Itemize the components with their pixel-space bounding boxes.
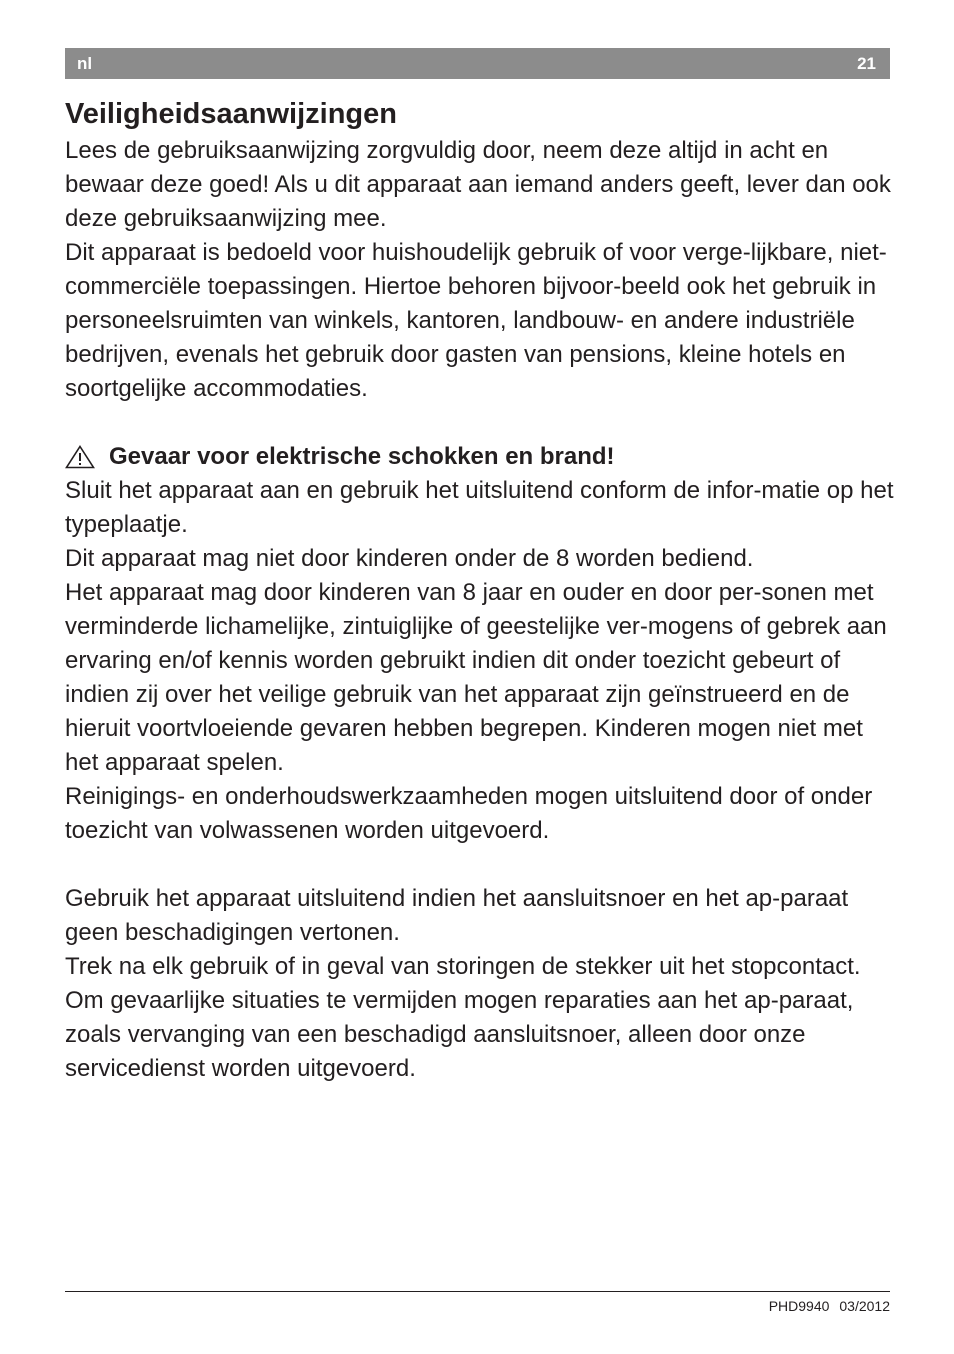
- section-title: Veiligheidsaanwijzingen: [65, 98, 397, 130]
- edition-date: 03/2012: [839, 1298, 890, 1314]
- main-content: [65, 96, 895, 1086]
- spacer: [65, 406, 895, 440]
- usage-paragraph: Om gevaarlijke situaties te vermijden mogen reparaties aan het ap-paraat, zoals vervanging van een beschadigd aansluitsnoer, alleen door onze servicedienst worden uitgevoerd.: [65, 987, 854, 1082]
- footer: [769, 1298, 890, 1314]
- intro-paragraph: Dit apparaat is bedoeld voor huishoudelijk gebruik of voor verge-lijkbare, niet-commerciële toepassingen. Hiertoe behoren bijvoor-beeld ook het gebruik in personeelsruimten van winkels, kantoren, landbouw- en andere industriële bedrijven, evenals het gebruik door gasten van pensions, kleine hotels en soortgelijke accommodaties.: [65, 239, 887, 402]
- warning-paragraph: Sluit het apparaat aan en gebruik het uitsluitend conform de infor-matie op het typeplaatje.: [65, 477, 894, 538]
- spacer: [65, 848, 895, 882]
- model-number: PHD9940: [768, 1298, 830, 1314]
- warning-paragraph: Het apparaat mag door kinderen van 8 jaar en ouder en door per-sonen met verminderde lichamelijke, zintuiglijke of geestelijke ver-mogens of gebrek aan ervaring en/of kennis worden gebruikt indien dit onder toezicht gebeurt of indien zij over het veilige gebruik van het apparaat zijn geïnstrueerd en de hieruit voortvloeiende gevaren hebben begrepen. Kinderen mogen niet met het apparaat spelen.: [65, 579, 887, 776]
- footer-divider: [65, 1291, 890, 1292]
- warning-paragraph: Reinigings- en onderhoudswerkzaamheden mogen uitsluitend door of onder toezicht van volwassenen worden uitgevoerd.: [65, 783, 873, 844]
- usage-paragraph: Gebruik het apparaat uitsluitend indien het aansluitsnoer en het ap-paraat geen beschadigingen vertonen.: [65, 885, 849, 946]
- usage-paragraph: Trek na elk gebruik of in geval van storingen de stekker uit het stopcontact.: [65, 953, 861, 980]
- language-code: nl: [77, 54, 93, 73]
- warning-paragraph: Dit apparaat mag niet door kinderen onder de 8 worden bediend.: [65, 545, 754, 572]
- page-number: 21: [857, 54, 876, 73]
- intro-paragraph: Lees de gebruiksaanwijzing zorgvuldig door, neem deze altijd in acht en bewaar deze goed! Als u dit apparaat aan iemand anders geeft, lever dan ook deze gebruiksaanwijzing mee.: [65, 137, 891, 232]
- warning-heading: [65, 440, 895, 474]
- warning-triangle-icon: [65, 445, 95, 469]
- warning-title: Gevaar voor elektrische schokken en brand!: [109, 443, 615, 470]
- header-bar: [65, 48, 890, 79]
